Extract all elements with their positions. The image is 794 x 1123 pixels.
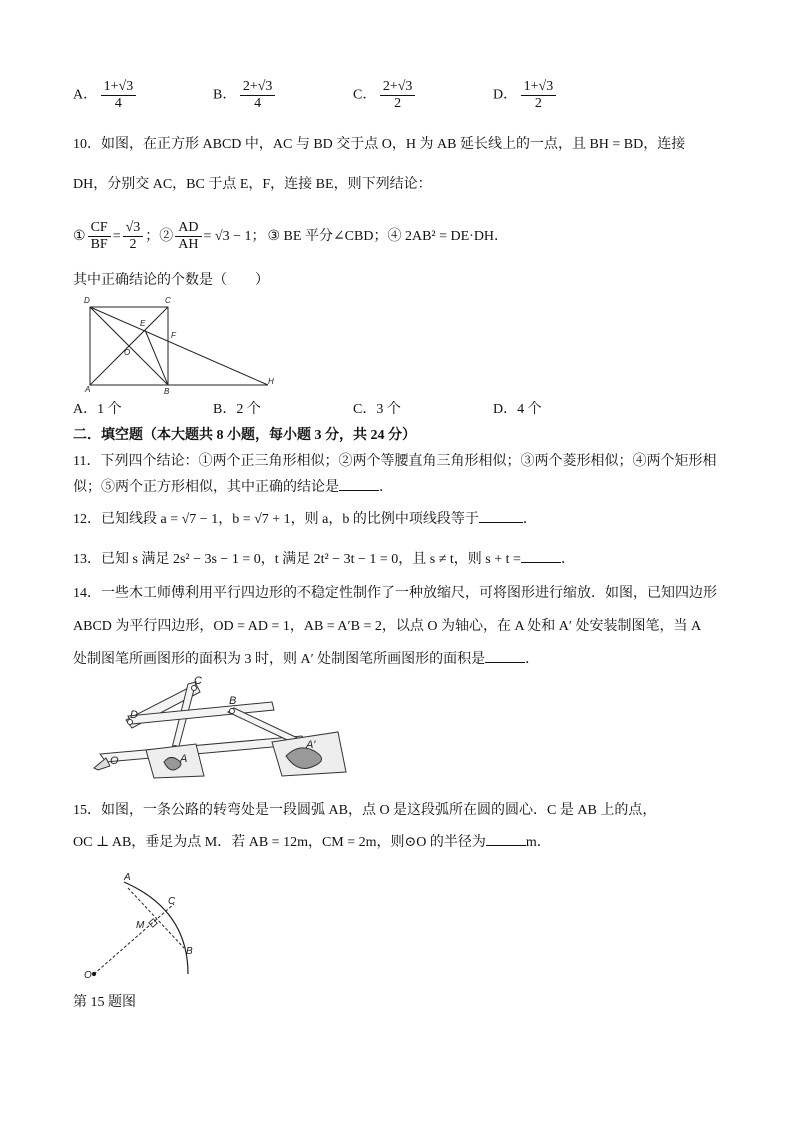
label-e: E (140, 319, 146, 328)
denominator: 2 (129, 237, 137, 252)
label-f: F (171, 331, 176, 340)
numerator: CF (88, 220, 111, 237)
q15-caption: 第 15 题图 (73, 995, 136, 1010)
period: ． (522, 512, 537, 527)
q11-line2 (73, 479, 393, 497)
period: ． (525, 652, 540, 667)
q10-option-b: B．2 个 (213, 402, 261, 417)
q14-pantograph-figure (88, 672, 358, 782)
period: ． (560, 552, 575, 567)
fraction-sqrt3-2 (123, 220, 144, 253)
q15-arc-figure (80, 870, 210, 990)
circled-one: ① (73, 228, 86, 244)
answer-blank[interactable] (521, 562, 561, 563)
q10-option-d: D．4 个 (493, 402, 542, 417)
denominator: 4 (254, 96, 262, 111)
q10-line1: 10．如图，在正方形 ABCD 中，AC 与 BD 交于点 O，H 为 AB 延长线上的一点，且 BH = BD，连接 (73, 137, 686, 152)
q9-option-a (73, 79, 136, 112)
denominator: 2 (534, 96, 542, 111)
option-label: B． (213, 87, 237, 103)
q14-line1: 14．一些木工师傅利用平行四边形的不稳定性制作了一种放缩尺，可将图形进行缩放．如图，已知四边形 (73, 586, 717, 601)
q9-option-c (353, 79, 415, 112)
fraction (240, 79, 276, 112)
numerator: 1+√3 (101, 79, 137, 96)
label-o: O (110, 755, 119, 767)
label-o: O (124, 348, 131, 357)
equals: = (112, 228, 121, 244)
segment-be (145, 330, 168, 385)
q11-text: 似；⑤两个正方形相似，其中正确的结论是 (73, 480, 339, 495)
chord-ab (128, 888, 184, 948)
answer-blank[interactable] (485, 662, 525, 663)
label-b: B (186, 946, 193, 957)
label-a: A (85, 385, 91, 394)
q13-text: 13．已知 s 满足 2s² − 3s − 1 = 0，t 满足 2t² − 3t − 1 = 0，且 s ≠ t，则 s + t = (73, 552, 521, 567)
circled-two: ；② (145, 228, 174, 244)
numerator: AD (175, 220, 201, 237)
option-label: D． (493, 87, 518, 103)
q12 (73, 511, 537, 529)
label-d: D (84, 296, 90, 305)
fraction (101, 79, 137, 112)
label-a: A (180, 753, 188, 765)
q14-line2: ABCD 为平行四边形，OD = AD = 1，AB = A′B = 2，以点 O 为轴心，在 A 处和 A′ 处安装制图笔，当 A (73, 619, 702, 634)
denominator: BF (90, 237, 108, 252)
option-label: C． (353, 87, 377, 103)
label-c: C (194, 675, 202, 687)
q13 (73, 551, 575, 569)
q11-line1: 11．下列四个结论：①两个正三角形相似；②两个等腰直角三角形相似；③两个菱形相似；④两个矩形相 (73, 454, 717, 469)
denominator: 4 (114, 96, 122, 111)
label-b: B (164, 387, 170, 396)
q15-text: OC ⊥ AB，垂足为点 M．若 AB = 12m，CM = 2m，则⊙O 的半径为 (73, 835, 486, 850)
label-c: C (165, 296, 171, 305)
q10-option-a: A．1 个 (73, 402, 122, 417)
answer-blank[interactable] (479, 522, 523, 523)
q12-text: 12．已知线段 a = √7 − 1，b = √7 + 1，则 a，b 的比例中项线段等于 (73, 512, 479, 527)
label-o: O (84, 970, 92, 981)
fraction-cf-bf (88, 220, 111, 253)
label-b: B (229, 695, 237, 707)
segment-oc (94, 904, 174, 974)
q10-question: 其中正确结论的个数是（ ） (73, 273, 269, 288)
period: ． (379, 480, 393, 495)
center-o (92, 972, 96, 976)
q15-line1: 15．如图，一条公路的转弯处是一段圆弧 AB，点 O 是这段弧所在圆的圆心．C 是 AB 上的点， (73, 803, 657, 818)
label-d: D (130, 709, 138, 721)
conclusions-three-four: ③ BE 平分∠CBD；④ 2AB² = DE·DH． (267, 228, 509, 244)
q10-option-c: C．3 个 (353, 402, 401, 417)
q9-option-b (213, 79, 275, 112)
numerator: 1+√3 (521, 79, 557, 96)
q15-line2 (73, 834, 551, 852)
q10-line2: DH，分别交 AC，BC 于点 E，F，连接 BE，则下列结论： (73, 177, 432, 192)
q14-line3 (73, 651, 539, 669)
q10-conclusions (73, 220, 508, 253)
numerator: 2+√3 (380, 79, 416, 96)
label-c: C (168, 896, 176, 907)
section-heading: 二．填空题（本大题共 8 小题，每小题 3 分，共 24 分） (73, 428, 416, 443)
option-label: A． (73, 87, 98, 103)
arc-ab (124, 882, 188, 974)
q10-square-figure (80, 292, 280, 400)
q9-option-d (493, 79, 556, 112)
answer-blank[interactable] (486, 845, 526, 846)
joint-b (230, 709, 235, 714)
fraction-ad-ah (175, 220, 201, 253)
label-m: M (136, 920, 145, 931)
line-dh (90, 307, 268, 385)
denominator: AH (178, 237, 199, 252)
q14-text: 处制图笔所画图形的面积为 3 时，则 A′ 处制图笔所画图形的面积是 (73, 652, 486, 667)
label-a: A (124, 872, 131, 883)
unit: m． (525, 835, 551, 850)
numerator: 2+√3 (240, 79, 276, 96)
label-h: H (268, 377, 274, 386)
fraction (380, 79, 416, 112)
fraction (521, 79, 557, 112)
answer-blank[interactable] (339, 490, 379, 491)
label-aprime: A′ (306, 739, 316, 751)
numerator: √3 (123, 220, 144, 237)
denominator: 2 (394, 96, 402, 111)
equals-expression: = √3 − 1； (203, 228, 266, 244)
